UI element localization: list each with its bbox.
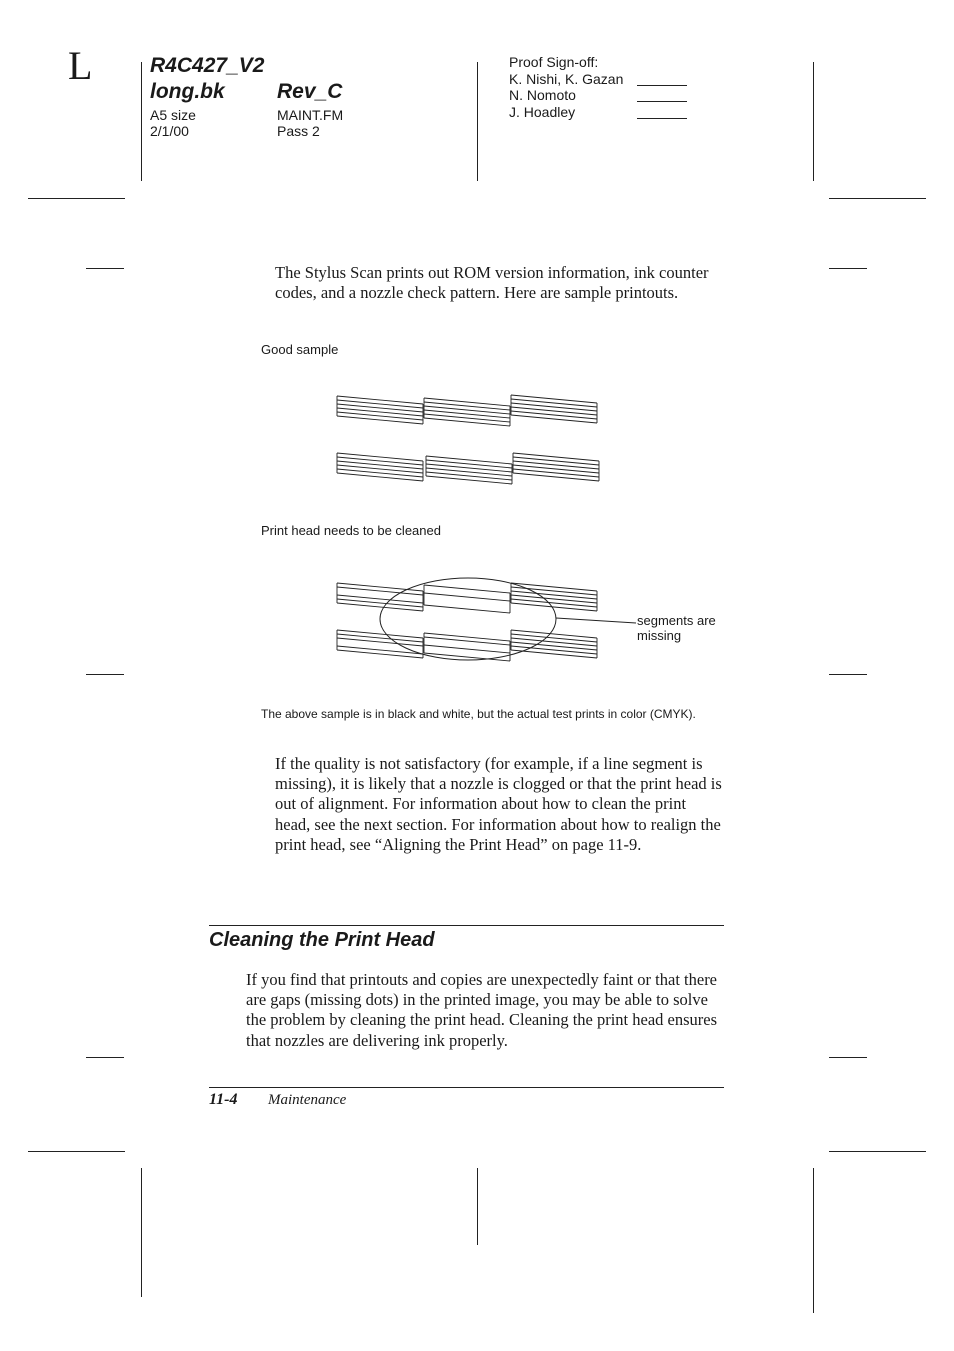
crop-mark [141, 62, 142, 181]
intro-paragraph: The Stylus Scan prints out ROM version information, ink counter codes, and a nozzle check pattern. Here are sample printouts. [275, 263, 709, 303]
nozzle-line [424, 406, 510, 414]
signature-line [637, 85, 687, 86]
nozzle-line [511, 630, 597, 638]
nozzle-line [424, 645, 510, 653]
proof-name: N. Nomoto [509, 87, 576, 103]
nozzle-line [511, 595, 597, 603]
nozzle-line [424, 402, 510, 410]
nozzle-line [426, 468, 512, 476]
nozzle-line [424, 585, 510, 593]
footer-rule [209, 1087, 724, 1088]
crop-mark [813, 62, 814, 181]
nozzle-line [513, 469, 599, 477]
nozzle-line [337, 634, 423, 642]
callout-text [637, 613, 716, 643]
proof-name: K. Nishi, K. Gazan [509, 71, 624, 87]
signature-line [637, 118, 687, 119]
nozzle-line [511, 395, 597, 403]
crop-mark [813, 1168, 814, 1313]
revision: Rev_C [277, 80, 343, 103]
nozzle-line [337, 469, 423, 477]
quality-paragraph: If the quality is not satisfactory (for example, if a line segment is missing), it is likely that a nozzle is clogged or that the print head is out of alignment. For information about how to clean the print head, see the next section. For information about how to realign the print head, see “Aligning the Print Head” on page 11-9. [275, 754, 722, 854]
book-file: long.bk [150, 80, 225, 103]
nozzle-line [426, 456, 512, 464]
callout-leader-line [556, 618, 636, 623]
good-sample-pattern [330, 390, 610, 490]
nozzle-line [424, 410, 510, 418]
crop-mark [86, 674, 124, 675]
nozzle-line [337, 408, 423, 416]
nozzle-line [337, 473, 423, 481]
nozzle-line [513, 461, 599, 469]
nozzle-line [424, 633, 510, 641]
doc-code: R4C427_V2 [150, 54, 265, 77]
crop-mark [829, 268, 867, 269]
nozzle-line [511, 599, 597, 607]
crop-mark [28, 198, 125, 199]
nozzle-line [511, 415, 597, 423]
nozzle-line [424, 593, 510, 601]
pass-number: Pass 2 [277, 123, 320, 139]
nozzle-line [511, 634, 597, 642]
nozzle-line [337, 599, 423, 607]
nozzle-line [337, 630, 423, 638]
nozzle-line [337, 412, 423, 420]
nozzle-line [424, 605, 510, 613]
nozzle-line [511, 399, 597, 407]
nozzle-line [337, 404, 423, 412]
nozzle-line [337, 595, 423, 603]
nozzle-line [511, 642, 597, 650]
crop-mark [829, 198, 926, 199]
file-name: MAINT.FM [277, 107, 344, 123]
nozzle-line [424, 414, 510, 422]
nozzle-line [337, 638, 423, 646]
crop-mark [829, 1151, 926, 1152]
nozzle-line [426, 464, 512, 472]
page-number: 11-4 [209, 1091, 238, 1108]
crop-mark [141, 1168, 142, 1297]
crop-mark [477, 62, 478, 181]
crop-mark [86, 268, 124, 269]
crop-mark [28, 1151, 125, 1152]
nozzle-line [511, 411, 597, 419]
nozzle-line [511, 646, 597, 654]
color-note: The above sample is in black and white, but the actual test prints in color (CMYK). [261, 707, 696, 721]
nozzle-line [337, 453, 423, 461]
nozzle-line [424, 398, 510, 406]
chapter-name: Maintenance [268, 1092, 347, 1108]
nozzle-line [337, 603, 423, 611]
signature-line [637, 101, 687, 102]
clean-sample-label: Print head needs to be cleaned [261, 523, 441, 538]
nozzle-line [337, 457, 423, 465]
section-rule [209, 925, 724, 926]
nozzle-line [426, 460, 512, 468]
nozzle-line [511, 587, 597, 595]
nozzle-line [511, 407, 597, 415]
nozzle-line [424, 418, 510, 426]
corner-letter: L [68, 43, 93, 88]
file-date: 2/1/00 [150, 123, 189, 139]
nozzle-pattern-lines [337, 395, 599, 484]
nozzle-line [426, 476, 512, 484]
nozzle-line [511, 638, 597, 646]
nozzle-line [337, 650, 423, 658]
crop-mark [829, 1057, 867, 1058]
crop-mark [86, 1057, 124, 1058]
nozzle-line [513, 453, 599, 461]
proof-signoff-title: Proof Sign-off: [509, 54, 599, 70]
good-sample-label: Good sample [261, 342, 339, 357]
callout-line-1: segments are [637, 613, 716, 628]
nozzle-line [513, 465, 599, 473]
nozzle-line [337, 461, 423, 469]
section-paragraph: If you find that printouts and copies are unexpectedly faint or that there are gaps (missing dots) in the printed image, you may be able to solve the problem by cleaning the print head. Cleaning the print head ensures that nozzles are delivering ink properly. [246, 970, 718, 1050]
nozzle-line [513, 473, 599, 481]
nozzle-line [337, 400, 423, 408]
callout-line-2: missing [637, 628, 682, 643]
nozzle-line [426, 472, 512, 480]
nozzle-line [337, 416, 423, 424]
nozzle-line [511, 403, 597, 411]
proof-name: J. Hoadley [509, 104, 576, 120]
nozzle-line [337, 396, 423, 404]
nozzle-line [337, 583, 423, 591]
nozzle-line [513, 457, 599, 465]
crop-mark [477, 1168, 478, 1245]
nozzle-line [337, 465, 423, 473]
nozzle-line [424, 637, 510, 645]
page-size: A5 size [150, 107, 196, 123]
nozzle-pattern-lines [337, 583, 597, 661]
nozzle-line [511, 591, 597, 599]
crop-mark [829, 674, 867, 675]
section-title: Cleaning the Print Head [209, 929, 435, 951]
